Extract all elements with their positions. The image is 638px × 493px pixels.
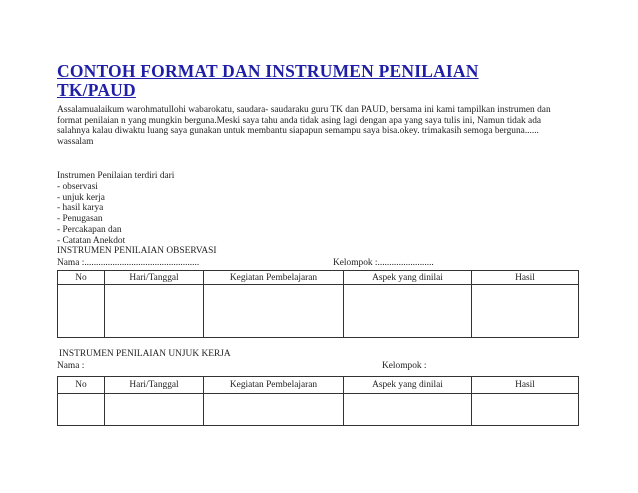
section-observasi-title: INSTRUMEN PENILAIAN OBSERVASI <box>57 246 217 256</box>
nama-label: Nama :................................................. <box>57 258 200 268</box>
title-line-2: TK/PAUD <box>57 80 136 100</box>
header-hari-tanggal: Hari/Tanggal <box>105 377 204 394</box>
table-cell[interactable] <box>105 285 204 338</box>
title-line-1: CONTOH FORMAT DAN INSTRUMEN PENILAIAN <box>57 61 479 81</box>
instrument-item: - observasi <box>57 181 98 192</box>
table-cell[interactable] <box>58 285 105 338</box>
kelompok-label: Kelompok : <box>382 361 427 371</box>
instrument-heading: Instrumen Penilaian terdiri dari <box>57 171 175 181</box>
table-cell[interactable] <box>105 394 204 426</box>
header-kegiatan: Kegiatan Pembelajaran <box>204 377 344 394</box>
table-row <box>58 394 579 426</box>
table-cell[interactable] <box>472 394 579 426</box>
document-title <box>57 62 577 100</box>
intro-line: format penilaian n yang mungkin berguna.Meski saya tahu anda tidak asing lagi dengan apa yang saya tulis ini, Namun tidak ada <box>57 115 542 126</box>
header-aspek: Aspek yang dinilai <box>344 377 472 394</box>
intro-paragraph <box>57 105 577 147</box>
header-kegiatan: Kegiatan Pembelajaran <box>204 271 344 285</box>
table-cell[interactable] <box>204 285 344 338</box>
intro-line: wassalam <box>57 136 94 147</box>
section-unjuk-kerja-meta <box>57 361 577 372</box>
table-cell[interactable] <box>344 285 472 338</box>
header-no: No <box>58 271 105 285</box>
unjuk-kerja-table <box>57 376 579 426</box>
section-unjuk-kerja-title: INSTRUMEN PENILAIAN UNJUK KERJA <box>59 349 231 359</box>
header-hasil: Hasil <box>472 377 579 394</box>
intro-line: Assalamualaikum warohmatullohi wabarokatu, saudara- saudaraku guru TK dan PAUD, bersama ini kami tampilkan instrumen dan <box>57 105 551 115</box>
table-row <box>58 285 579 338</box>
intro-line: salahnya kalau diwaktu luang saya gunakan untuk membantu siapapun semampu saya bisa.okey. trimakasih semoga berguna...... <box>57 126 539 137</box>
header-hari-tanggal: Hari/Tanggal <box>105 271 204 285</box>
kelompok-label: Kelompok :........................ <box>333 258 434 268</box>
instrument-list <box>57 171 577 247</box>
header-no: No <box>58 377 105 394</box>
table-cell[interactable] <box>204 394 344 426</box>
nama-label: Nama : <box>57 361 85 371</box>
instrument-item: - Catatan Anekdot <box>57 235 126 246</box>
instrument-item: - hasil karya <box>57 203 104 214</box>
table-header-row <box>58 271 579 285</box>
table-header-row <box>58 377 579 394</box>
header-aspek: Aspek yang dinilai <box>344 271 472 285</box>
table-cell[interactable] <box>58 394 105 426</box>
instrument-item: - Percakapan dan <box>57 224 122 235</box>
instrument-item: - unjuk kerja <box>57 192 105 203</box>
header-hasil: Hasil <box>472 271 579 285</box>
section-observasi-meta <box>57 258 577 269</box>
table-cell[interactable] <box>472 285 579 338</box>
table-cell[interactable] <box>344 394 472 426</box>
instrument-item: - Penugasan <box>57 214 103 225</box>
observasi-table <box>57 270 579 338</box>
